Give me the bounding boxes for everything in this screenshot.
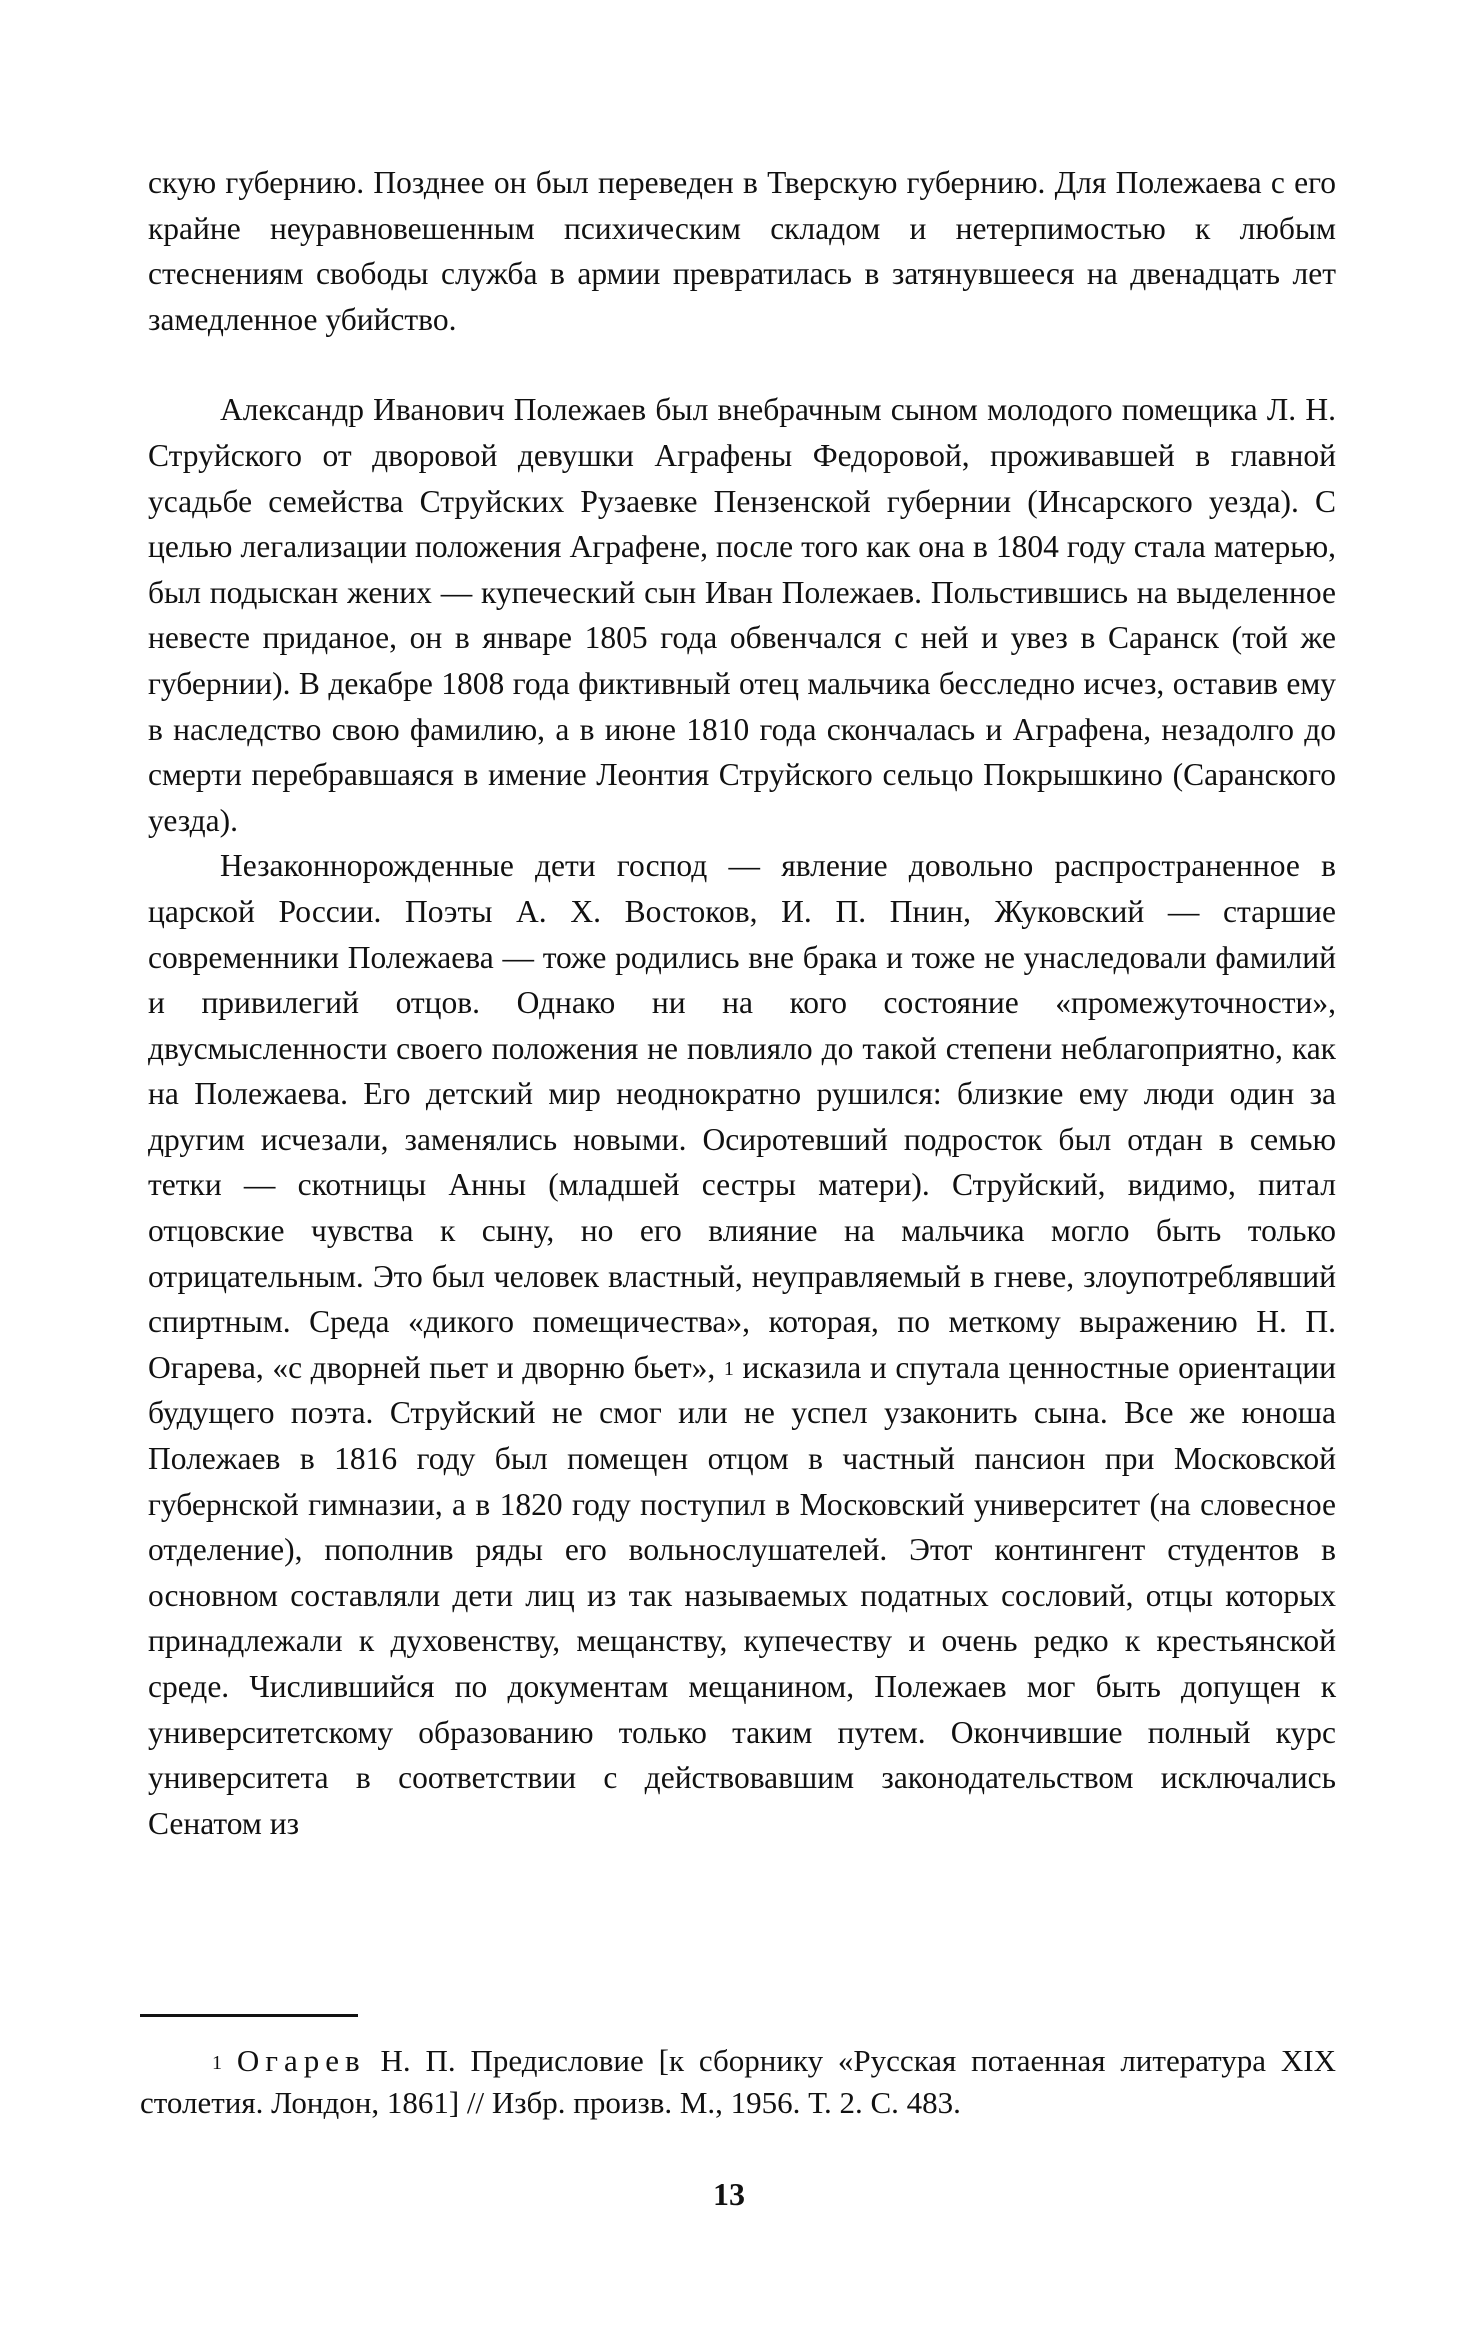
paragraph-3 bbox=[148, 843, 1336, 1846]
footnote-author: Огарев bbox=[236, 2043, 366, 2078]
paragraph-3-continuation: исказила и спутала ценностные ориентации будущего поэта. Струйский не смог или не успел узаконить сына. Все же юноша Полежаев в 1816 году был помещен отцом в частный пансион при Московской губернской гимназии, а в 1820 году поступил в Московский университет (на словесное отделение), пополнив ряды его вольнослушателей. Этот контингент студентов в основном составляли дети лиц из так называемых податных сословий, отцы которых принадлежали к духовенству, мещанству, купечеству и очень редко к крестьянской среде. Числившийся по документам мещанином, Полежаев мог быть допущен к университетскому образованию только таким путем. Окончившие полный курс университета в соответствии с действовавшим законодательством исключались Сенатом из bbox=[148, 1349, 1337, 1841]
footnote-reference: 1 bbox=[723, 1357, 734, 1380]
paragraph-1: скую губернию. Позднее он был переведен в Тверскую губернию. Для Полежаева с его крайне неуравновешенным психическим складом и нетерпимостью к любым стеснениям свободы служба в армии превратилась в затянувшееся на двенадцать лет замедленное убийство. bbox=[148, 165, 1336, 337]
page-number: 13 bbox=[713, 2176, 745, 2212]
footnote-text: Н. П. Предисловие [к сборнику «Русская потаенная литература XIX столетия. Лондон, 1861] // Избр. произв. М., 1956. Т. 2. С. 483. bbox=[140, 2043, 1337, 2120]
paragraph-3-start: Незаконнорожденные дети господ — явление довольно распространенное в царской России. Поэты А. Х. Востоков, И. П. Пнин, Жуковский — старшие современники Полежаева — тоже родились вне брака и тоже не унаследовали фамилий и привилегий отцов. Однако ни на кого состояние «промежуточности», двусмысленности своего положения не повлияло до такой степени неблагоприятно, как на Полежаева. Его детский мир неоднократно рушился: близкие ему люди один за другим исчезали, заменялись новыми. Осиротевший подросток был отдан в семью тетки — скотницы Анны (младшей сестры матери). Струйский, видимо, питал отцовские чувства к сыну, но его влияние на мальчика могло быть только отрицательным. Это был человек властный, неуправляемый в гневе, злоупотреблявший спиртным. Среда «дикого помещичества», которая, по меткому выражению Н. П. Огарева, «с дворней пьет и дворню бьет», bbox=[148, 848, 1336, 1385]
footnote bbox=[140, 2040, 1336, 2124]
main-text bbox=[148, 160, 1336, 1846]
paragraph-2: Александр Иванович Полежаев был внебрачным сыном молодого помещика Л. Н. Струйского от дворовой девушки Аграфены Федоровой, проживавшей в главной усадьбе семейства Струйских Рузаевке Пензенской губернии (Инсарского уезда). С целью легализации положения Аграфене, после того как она в 1804 году стала матерью, был подыскан жених — купеческий сын Иван Полежаев. Польстившись на выделенное невесте приданое, он в январе 1805 года обвенчался с ней и увез в Саранск (той же губернии). В декабре 1808 года фиктивный отец мальчика бесследно исчез, оставив ему в наследство свою фамилию, а в июне 1810 года скончалась и Аграфена, незадолго до смерти перебравшаяся в имение Леонтия Струйского сельцо Покрышкино (Саранского уезда). bbox=[148, 392, 1336, 838]
footnote-divider bbox=[140, 2014, 358, 2017]
footnote-mark: 1 bbox=[212, 2052, 222, 2074]
